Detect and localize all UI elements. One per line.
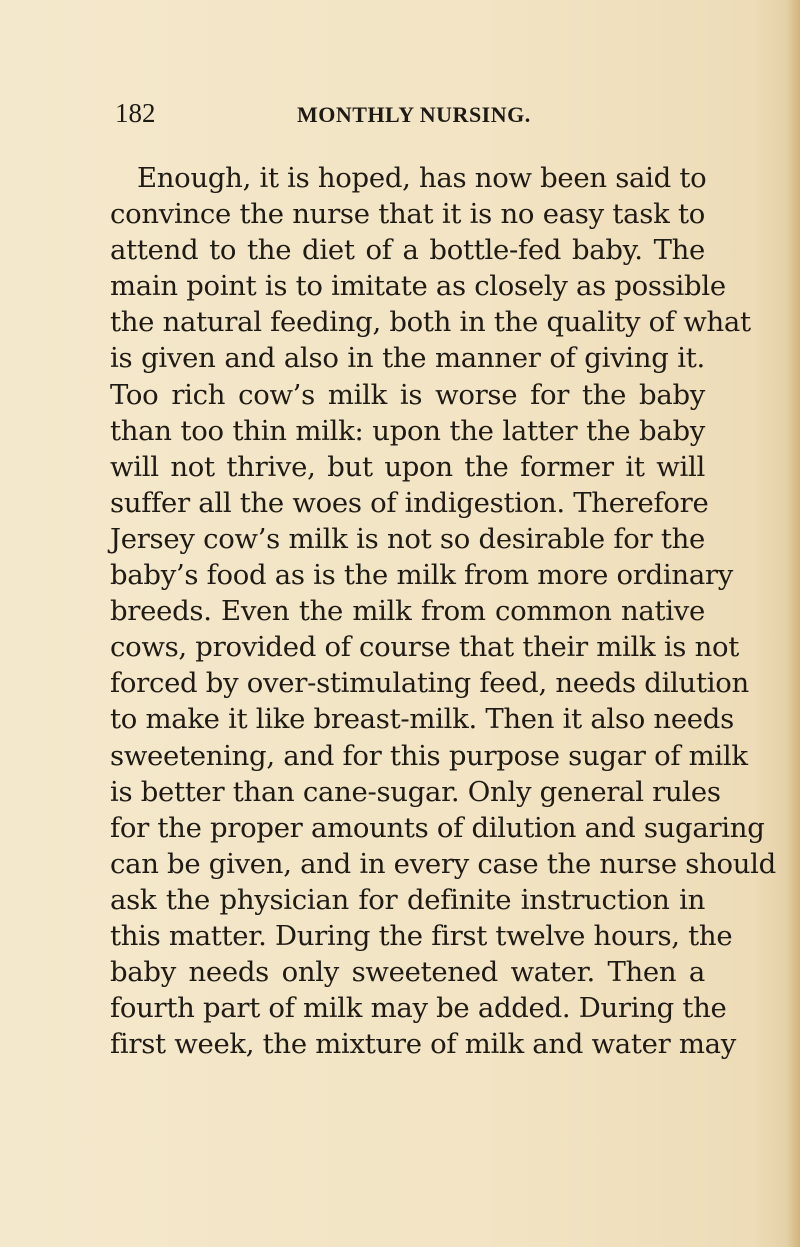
text-line: this matter. During the first twelve hours, the <box>110 919 733 952</box>
text-line: than too thin milk: upon the latter the baby <box>110 414 705 447</box>
text-line: can be given, and in every case the nurse should <box>110 847 776 880</box>
body-paragraph <box>110 160 776 1062</box>
text-line: fourth part of milk may be added. During the <box>110 992 727 1025</box>
text-line: for the proper amounts of dilution and sugaring <box>110 811 765 844</box>
text-line: Enough, it is hoped, has now been said to <box>137 162 707 194</box>
text-line: baby needs only sweetened water. Then a <box>110 956 705 989</box>
text-line: Jersey cow’s milk is not so desirable for the <box>110 522 705 555</box>
text-line: to make it like breast-milk. Then it also needs <box>110 703 734 736</box>
text-line: cows, provided of course that their milk is not <box>110 631 739 664</box>
page-edge-shadow <box>786 0 800 1247</box>
text-line: convince the nurse that it is no easy task to <box>110 198 705 231</box>
text-line: baby’s food as is the milk from more ordinary <box>110 559 734 592</box>
page-number: 182 <box>115 98 156 128</box>
text-line: forced by over-stimulating feed, needs dilution <box>110 667 749 700</box>
page-header <box>115 98 705 138</box>
text-line: will not thrive, but upon the former it will <box>110 450 705 483</box>
text-line: is better than cane-sugar. Only general rules <box>110 775 721 808</box>
text-line: ask the physician for definite instruction in <box>110 883 705 916</box>
text-line: breeds. Even the milk from common native <box>110 595 705 628</box>
text-line: main point is to imitate as closely as possible <box>110 270 726 303</box>
text-line: attend to the diet of a bottle-fed baby. The <box>110 234 705 267</box>
text-line: the natural feeding, both in the quality of what <box>110 306 751 339</box>
text-line: Too rich cow’s milk is worse for the baby <box>110 378 705 411</box>
text-line: first week, the mixture of milk and water may <box>110 1028 736 1061</box>
text-line: sweetening, and for this purpose sugar of milk <box>110 739 748 772</box>
running-title: MONTHLY NURSING. <box>297 102 531 127</box>
text-line: suffer all the woes of indigestion. Therefore <box>110 486 709 519</box>
text-line: is given and also in the manner of giving it. <box>110 342 705 375</box>
